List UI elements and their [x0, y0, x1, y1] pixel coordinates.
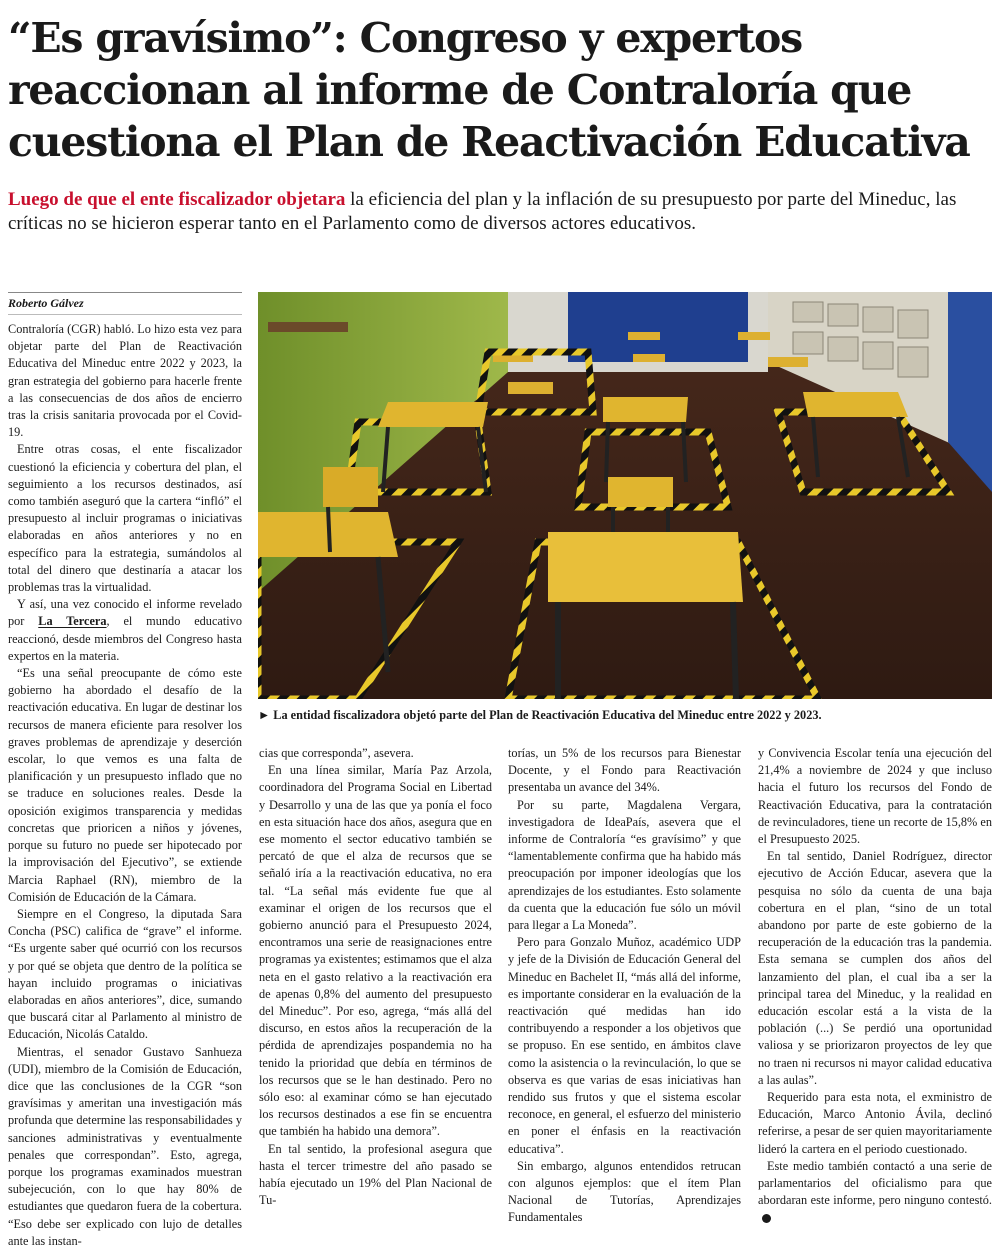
headline	[8, 12, 992, 168]
paragraph: Sin embargo, algunos entendidos retrucan con algunos ejemplos: que el ítem Plan Nacional de Tutorías, Aprendizajes Fundamentales	[508, 1158, 741, 1225]
author-divider	[8, 314, 242, 315]
text-run: Y así, una vez conocido el informe revelado por	[8, 597, 242, 629]
paragraph: y Convivencia Escolar tenía una ejecución del 21,4% a noviembre de 2024 y que incluso hacia el futuro los recursos del Fondo de Reactivación Educativa, para la contratación de revinculadores, tiene un recorte de 15,8% en el Presupuesto 2025.	[758, 746, 992, 847]
paragraph: En tal sentido, la profesional asegura que hasta el tercer trimestre del año pasado se había ejecutado un 19% del Plan Nacional de Tu-	[259, 1141, 492, 1208]
article-column-2	[259, 745, 492, 1209]
paragraph: Contraloría (CGR) habló. Lo hizo esta vez para objetar parte del Plan de Reactivación Educativa del Mineduc entre 2022 y 2023, la gran estrategia del gobierno para hacerle frente a las consecuencias de dos años de encierro tras la crisis sanitaria provocada por el Covid-19.	[8, 322, 242, 440]
paragraph	[758, 1158, 992, 1227]
lede-lead: Luego de que el ente fiscalizador objetara	[8, 189, 346, 210]
paragraph: “Es una señal preocupante de cómo este gobierno ha abordado el desafío de la reactivación educativa. En lugar de destinar los recursos de manera eficiente para resolver los graves problemas de aprendizaje y deserción escolar, lo que vemos es una falta de planificación y un presupuesto inflado que no se traduce en soluciones reales. Desde la oposición exigimos transparencia y medidas concretas que prioricen a niños y jóvenes, porque su futuro no puede ser hipotecado por la improvisación del Ejecutivo”, se extiende Marcia Raphael (RN), miembro de la Comisión de Educación de la Cámara.	[8, 666, 242, 904]
paragraph: Siempre en el Congreso, la diputada Sara Concha (PSC) califica de “grave” el informe. “Es urgente saber qué ocurrió con los recursos y por qué se objeta que dentro de la política se hayan incluido programas o iniciativas elaboradas en años anteriores”, dice, sumando que buscará citar al Parlamento al ministro de Educación, Nicolás Cataldo.	[8, 906, 242, 1042]
byline: Roberto Gálvez	[8, 296, 84, 310]
classroom-photo	[258, 292, 992, 699]
paragraph: Mientras, el senador Gustavo Sanhueza (UDI), miembro de la Comisión de Educación, dice que las conclusiones de la CGR “son gravísimas y ameritan una investigación más profunda que determine las responsabilidades y sanciones administrativas y eventualmente penales que correspondan”. Esto, agrega, porque los programas examinados muestran subejecución, con lo que hay 80% de estudiantes que quedaron fuera de la cobertura. “Eso debe ser explicado con lujo de detalles ante las instan-	[8, 1044, 242, 1248]
publication-name: La Tercera	[38, 614, 107, 629]
paragraph: Entre otras cosas, el ente fiscalizador cuestionó la eficiencia y cobertura del plan, el seguimiento a los recursos destinados, así como también aseguró que la cartera “infló” el presupuesto al incluir programas o iniciativas elaboradas en años anteriores y no en específico para la estrategia, sumándolos al total del dinero que destinaría a atacar los problemas tras la virtualidad.	[8, 442, 242, 595]
headline-line: cuestiona el Plan de Reactivación Educativa	[8, 118, 970, 166]
text-run: Este medio también contactó a una serie de parlamentarios del oficialismo para que abordaran este informe, pero ninguno contestó.	[758, 1158, 992, 1208]
paragraph: Por su parte, Magdalena Vergara, investigadora de IdeaPaís, asevera que el informe de Contraloría “es gravísimo” y que “lamentablemente confirma que ha habido más preocupación por imponer ideologías que los aprendizajes de los estudiantes. Esto solamente da cuenta que la educación fue sólo un móvil para llegar a La Moneda”.	[508, 797, 741, 933]
paragraph: cias que corresponda”, asevera.	[259, 746, 414, 760]
article-column-3	[508, 745, 741, 1227]
paragraph: Pero para Gonzalo Muñoz, académico UDP y jefe de la División de Educación General del Mineduc en Bachelet II, “más allá del informe, es importante considerar en la evaluación de la reactivación qué medidas han ido contribuyendo a responder a los objetivos que se propuso. En ese sentido, en ámbitos clave como la asistencia o la revinculación, lo que se observa es que varias de esas iniciativas han rendido sus frutos y que el sistema escolar reconoce, en general, el esfuerzo del ministerio en poner el énfasis en la reactivación educativa”.	[508, 935, 741, 1156]
paragraph: En tal sentido, Daniel Rodríguez, director ejecutivo de Acción Educar, asevera que la pesquisa no sólo da cuenta de una baja cobertura en el plan, “sino de un total abandono por parte de este gobierno de la recuperación de la educación tras la pandemia. Esta semana se cumplen dos años del lanzamiento del plan, el cual iba a ser la principal tarea del Mineduc, y la realidad en educación escolar está a la vista de la población (...) Se perdió una oportunidad valiosa y se priorizaron proyectos de ley que no traen ni recursos ni mayor calidad educativa a las aulas”.	[758, 849, 992, 1087]
classroom-illustration	[258, 292, 992, 699]
author-rule	[8, 292, 242, 293]
photo-caption	[258, 708, 992, 723]
end-mark-icon	[762, 1214, 771, 1223]
caption-marker: ►	[258, 708, 271, 722]
paragraph: torías, un 5% de los recursos para Bienestar Docente, y el Fondo para Reactivación presentaba un avance del 34%.	[508, 746, 741, 795]
paragraph: En una línea similar, María Paz Arzola, coordinadora del Programa Social en Libertad y Desarrollo y una de las que ya ponía el foco en esta situación hace dos años, asegura que en ese momento el sector educativo también se percató de que el alza de recursos que se señaló iría a la reactivación educativa, no era tal. “La señal más evidente fue que al examinar el origen de los recursos que el gobierno anunció para el Presupuesto 2024, encontramos una serie de reasignaciones entre programas ya existentes; estimamos que el alza neta en el gasto relativo a la reactivación era de apenas 0,8% del aumento del presupuesto del Mineduc”. Por eso, agrega, “más allá del discurso, en estos años la recuperación de la pérdida de aprendizajes pospandemia no ha tenido la prioridad que debía en términos de los recursos que se le han destinado. Pero no sólo eso: al examinar cómo se han ejecutado los recursos destinados a ese fin se encuentra que también ha habido una demora”.	[259, 763, 492, 1139]
article-column-4	[758, 745, 992, 1227]
lede	[8, 188, 992, 236]
text-run: , el mundo educativo reaccionó, desde miembros del Congreso hasta expertos en la materia.	[8, 614, 242, 663]
paragraph: Requerido para esta nota, el exministro de Educación, Marco Antonio Ávila, declinó referirse, a pesar de ser quien mayoritariamente lideró la cartera en el periodo cuestionado.	[758, 1090, 992, 1156]
paragraph	[8, 596, 242, 665]
headline-line: “Es gravísimo”: Congreso y expertos	[8, 14, 802, 62]
article-column-1	[8, 321, 242, 1250]
lede-rest: la eficiencia del plan y la inflación de su presupuesto por parte del Mineduc, las críticas no se hicieron esperar tanto en el Parlamento como de diversos actores educativos.	[8, 189, 957, 234]
caption-text: La entidad fiscalizadora objetó parte del Plan de Reactivación Educativa del Mineduc entre 2022 y 2023.	[273, 708, 822, 722]
headline-line: reaccionan al informe de Contraloría que	[8, 66, 912, 114]
